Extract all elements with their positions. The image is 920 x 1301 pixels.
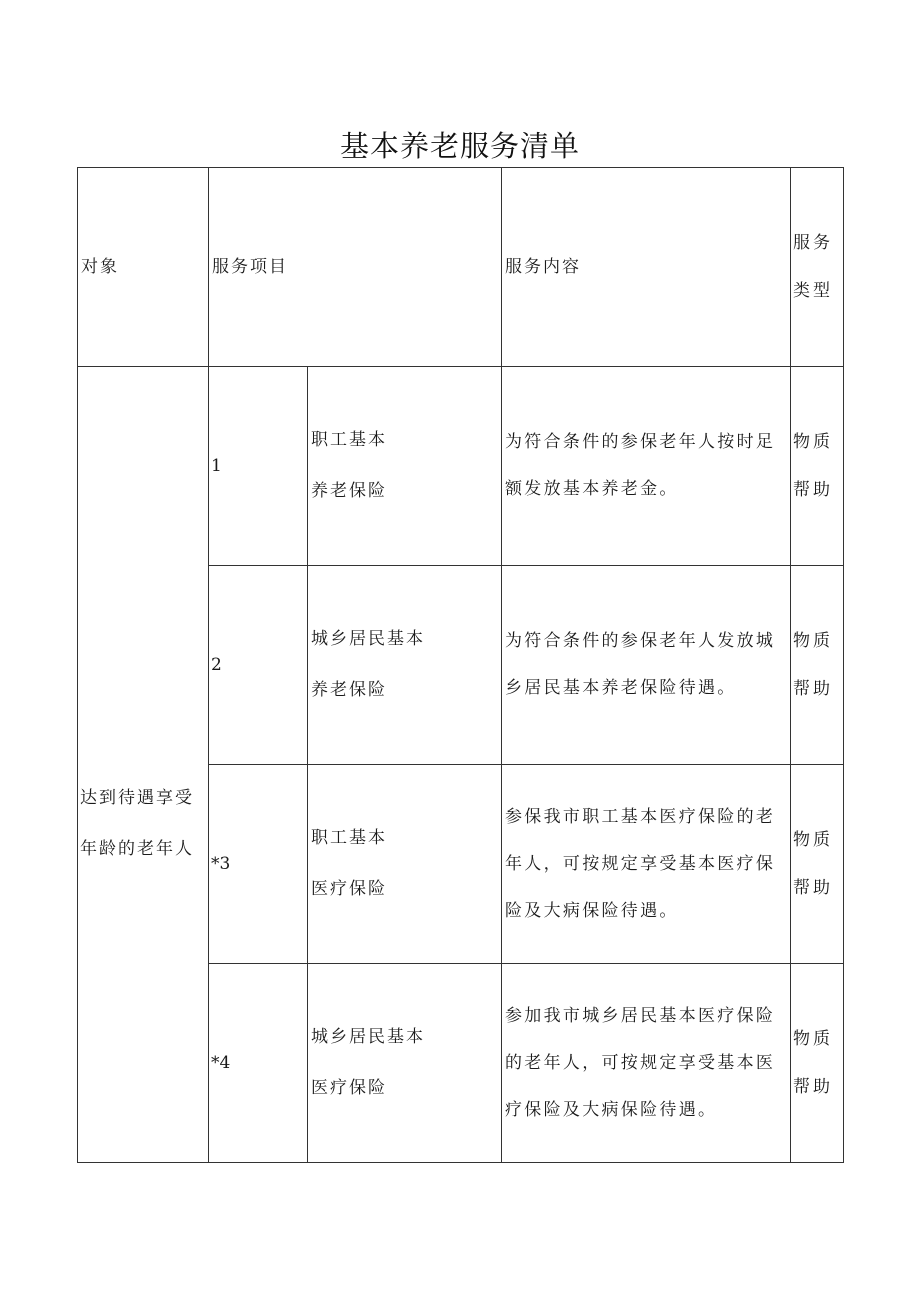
row-type: 物质帮助 bbox=[793, 1029, 833, 1097]
row-content-cell bbox=[502, 367, 791, 566]
row-type: 物质帮助 bbox=[793, 631, 833, 699]
header-target: 对象 bbox=[81, 257, 119, 277]
row-name-cell bbox=[308, 765, 502, 964]
row-number: 1 bbox=[211, 456, 222, 476]
row-name-cell bbox=[308, 367, 502, 566]
row-type-cell bbox=[791, 765, 844, 964]
row-type-cell bbox=[791, 367, 844, 566]
table-header-row bbox=[78, 168, 844, 367]
row-type-cell bbox=[791, 964, 844, 1163]
header-type-cell bbox=[791, 168, 844, 367]
header-content: 服务内容 bbox=[505, 257, 581, 277]
row-type: 物质帮助 bbox=[793, 830, 833, 898]
header-target-cell bbox=[78, 168, 209, 367]
row-content: 为符合条件的参保老年人按时足额发放基本养老金。 bbox=[505, 432, 776, 499]
row-type: 物质帮助 bbox=[793, 432, 833, 500]
row-content-cell bbox=[502, 765, 791, 964]
row-name-cell bbox=[308, 964, 502, 1163]
row-name: 城乡居民基本医疗保险 bbox=[311, 1027, 425, 1098]
target-group: 达到待遇享受年龄的老年人 bbox=[80, 787, 194, 859]
header-item-cell bbox=[209, 168, 502, 367]
row-name-cell bbox=[308, 566, 502, 765]
page-title: 基本养老服务清单 bbox=[339, 129, 580, 163]
service-list-table bbox=[77, 167, 844, 1163]
header-content-cell bbox=[502, 168, 791, 367]
target-group-cell bbox=[78, 367, 209, 1163]
row-number-cell bbox=[209, 566, 308, 765]
header-item: 服务项目 bbox=[212, 257, 288, 277]
row-type-cell bbox=[791, 566, 844, 765]
row-name: 职工基本医疗保险 bbox=[311, 828, 387, 899]
header-type: 服务类型 bbox=[793, 233, 833, 301]
row-number-cell bbox=[209, 964, 308, 1163]
row-name: 职工基本养老保险 bbox=[311, 430, 387, 501]
row-content: 参加我市城乡居民基本医疗保险的老年人，可按规定享受基本医疗保险及大病保险待遇。 bbox=[505, 1005, 776, 1120]
row-content: 参保我市职工基本医疗保险的老年人，可按规定享受基本医疗保险及大病保险待遇。 bbox=[505, 806, 776, 921]
row-number: *4 bbox=[211, 1053, 231, 1073]
row-number: *3 bbox=[211, 854, 231, 874]
row-content-cell bbox=[502, 964, 791, 1163]
row-content-cell bbox=[502, 566, 791, 765]
row-name: 城乡居民基本养老保险 bbox=[311, 629, 425, 700]
row-number-cell bbox=[209, 367, 308, 566]
row-number: 2 bbox=[211, 655, 222, 675]
row-content: 为符合条件的参保老年人发放城乡居民基本养老保险待遇。 bbox=[505, 631, 776, 698]
row-number-cell bbox=[209, 765, 308, 964]
table-row bbox=[78, 367, 844, 566]
